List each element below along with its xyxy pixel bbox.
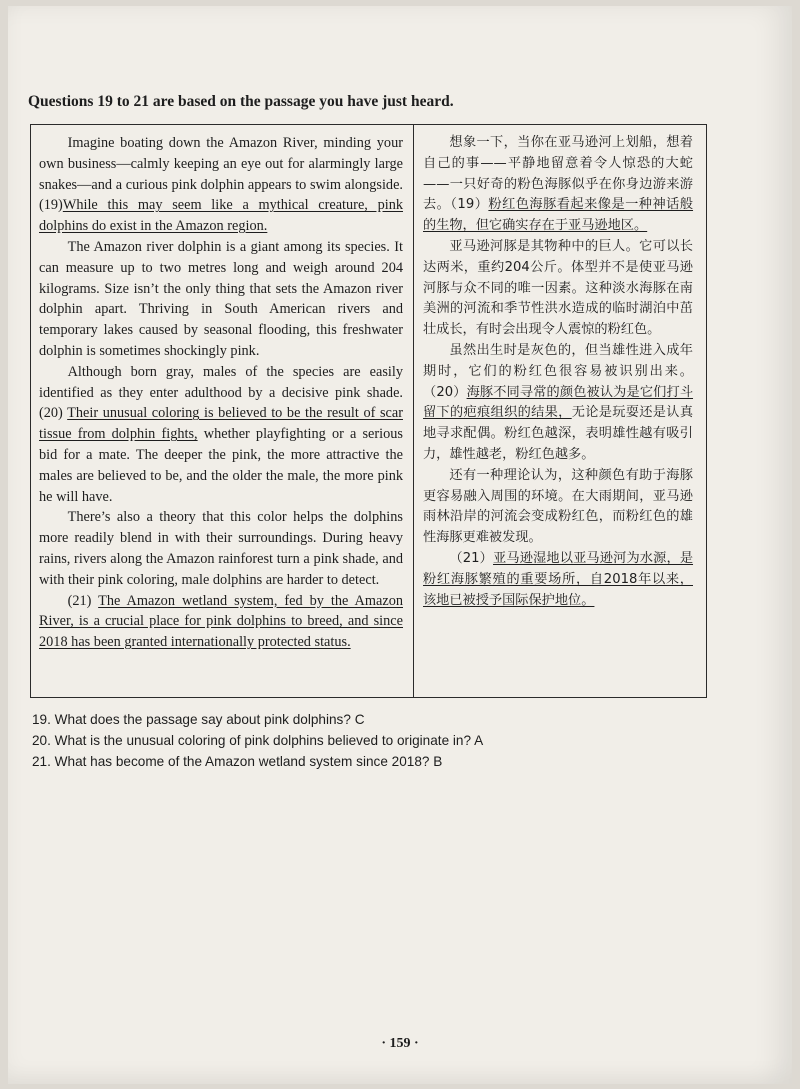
- document-page: [8, 6, 792, 1084]
- page-number: · 159 ·: [381, 1036, 419, 1051]
- chinese-paragraph-1: 想象一下，当你在亚马逊河上划船，想着自己的事——平静地留意着令人惊恐的大蛇——一只好奇的粉色海豚似乎在你身边游来游去。（19）粉红色海豚看起来像是一种神话般的生物，但它确实存在于亚马逊地区。: [423, 135, 694, 234]
- key-sentence-21: The Amazon wetland system, fed by the Amazon River, is a crucial place for pink dolphins to breed, and since 2018 has been granted internationally protected status.: [39, 592, 403, 651]
- chinese-paragraph-4: 还有一种理论认为，这种颜色有助于海豚更容易融入周围的环境。在大雨期间，亚马逊雨林沿岸的河流会变成粉红色，而粉红色的雄性海豚更难被发现。: [423, 467, 693, 546]
- section-heading: Questions 19 to 21 are based on the passage you have just heard.: [28, 93, 454, 110]
- english-paragraph-1: Imagine boating down the Amazon River, minding your own business—calmly keeping an eye out for alarmingly large snakes—and a curious pink dolphin appears to swim alongside.(19)While this may seem like a mythical creature, pink dolphins do exist in the Amazon region.: [39, 135, 403, 235]
- english-paragraph-5: (21) The Amazon wetland system, fed by the Amazon River, is a crucial place for pink dolphins to breed, and since 2018 has been granted internationally protected status.: [39, 592, 403, 651]
- key-sentence-21-zh: 亚马逊湿地以亚马逊河为水源，是粉红海豚繁殖的重要场所，自2018年以来，该地已被授予国际保护地位。: [423, 550, 694, 608]
- key-sentence-19: While this may seem like a mythical creature, pink dolphins do exist in the Amazon region.: [39, 197, 403, 235]
- chinese-paragraph-5: （21）亚马逊湿地以亚马逊河为水源，是粉红海豚繁殖的重要场所，自2018年以来，该地已被授予国际保护地位。: [423, 550, 694, 608]
- question-list: [32, 709, 732, 772]
- english-paragraph-4: There’s also a theory that this color helps the dolphins more readily blend in with their surroundings. During heavy rains, rivers along the Amazon rainforest turn a pink shade, and with their pink coloring, male dolphins are harder to detect.: [39, 509, 403, 588]
- column-divider: [413, 125, 414, 697]
- passage-table: [30, 124, 707, 698]
- chinese-paragraph-2: 亚马逊河豚是其物种中的巨人。它可以长达两米，重约204公斤。体型并不是使亚马逊河豚与众不同的唯一因素。这种淡水海豚在南美洲的河流和季节性洪水造成的临时湖泊中茁壮成长，有时会出现令人震惊的粉红色。: [423, 238, 693, 338]
- question-19: 19. What does the passage say about pink dolphins? C: [32, 712, 365, 727]
- key-sentence-20: Their unusual coloring is believed to be the result of scar tissue from dolphin fights,: [39, 405, 403, 443]
- english-paragraph-2: The Amazon river dolphin is a giant among its species. It can measure up to two metres long and weigh around 204 kilograms. Size isn’t the only thing that sets the Amazon river dolphin apart. Thriving in South American rivers and temporary lakes caused by seasonal flooding, this freshwater dolphin is sometimes shockingly pink.: [39, 238, 403, 359]
- english-paragraph-3: Although born gray, males of the species are easily identified as they enter adulthood by a decisive pink shade. (20) Their unusual coloring is believed to be the result of scar tissue from dolphin fights, whether playfighting or a serious bid for a mate. The deeper the pink, the more attractive the males are believed to be, and the older the male, the more pink he will have.: [39, 363, 403, 505]
- english-passage: [39, 133, 403, 653]
- question-20: 20. What is the unusual coloring of pink dolphins believed to originate in? A: [32, 733, 484, 748]
- question-21: 21. What has become of the Amazon wetland system since 2018? B: [32, 754, 443, 769]
- key-sentence-20-zh: 海豚不同寻常的颜色被认为是它们打斗留下的疤痕组织的结果，: [423, 384, 694, 421]
- key-sentence-19-zh: 粉红色海豚看起来像是一种神话般的生物，但它确实存在于亚马逊地区。: [423, 197, 694, 234]
- chinese-paragraph-3: 虽然出生时是灰色的，但当雄性进入成年期时，它们的粉红色很容易被识别出来。（20）海豚不同寻常的颜色被认为是它们打斗留下的疤痕组织的结果，无论是玩耍还是认真地寻求配偶。粉红色越深，表明雄性越有吸引力，雄性越老，粉红色越多。: [423, 342, 694, 462]
- chinese-translation: [423, 133, 693, 611]
